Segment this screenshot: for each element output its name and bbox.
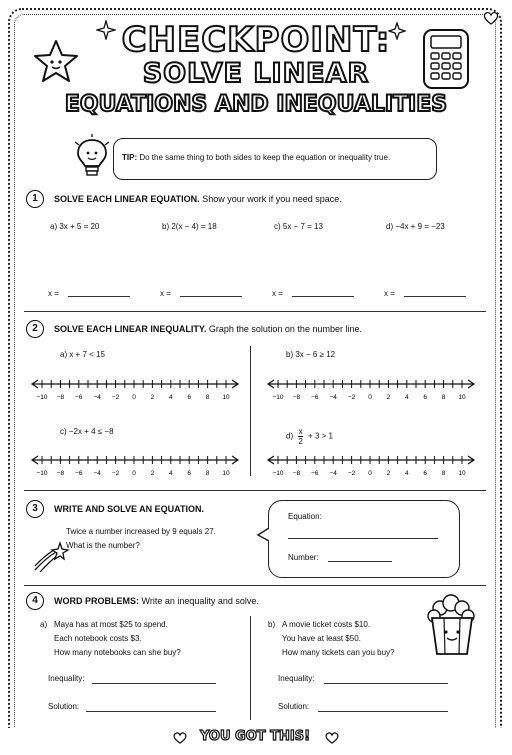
tick-label: 6 xyxy=(423,470,428,477)
tick-label: 0 xyxy=(368,470,372,477)
word-problem-a-line-3: How many notebooks can she buy? xyxy=(54,648,181,657)
tick-label: 0 xyxy=(368,394,372,401)
equation-label: Equation: xyxy=(288,512,322,521)
section-4-heading xyxy=(54,596,259,606)
number-line-d[interactable] xyxy=(266,452,476,480)
tick-label: 10 xyxy=(222,470,230,477)
shooting-star-icon xyxy=(32,540,72,574)
problem-1b: b) 2(x − 4) = 18 xyxy=(162,222,217,231)
inequality-a-label: Inequality: xyxy=(48,674,85,683)
tick-label: −6 xyxy=(311,470,319,477)
section-3-number: 3 xyxy=(26,500,44,518)
heart-icon xyxy=(324,731,340,745)
tick-label: 2 xyxy=(386,470,391,477)
tick-label: −6 xyxy=(75,394,83,401)
inequality-b-line[interactable] xyxy=(324,683,448,684)
popcorn-icon xyxy=(424,594,480,658)
answer-1b-line[interactable] xyxy=(180,296,242,297)
word-problem-a-line-1: Maya has at most $25 to spend. xyxy=(54,620,168,629)
problem-2c: c) −2x + 4 ≤ −8 xyxy=(60,427,114,436)
problem-2b: b) 3x − 6 ≥ 12 xyxy=(286,350,336,359)
divider xyxy=(24,490,486,491)
heart-icon xyxy=(172,731,188,745)
answer-1a-label: x = xyxy=(48,289,59,298)
tick-label: 2 xyxy=(150,394,155,401)
problem-2d xyxy=(286,427,333,446)
solution-a-label: Solution: xyxy=(48,702,80,711)
section-4-instruction: Write an inequality and solve. xyxy=(141,596,259,606)
section-3-heading xyxy=(54,504,204,514)
word-problem-b-line-1: A movie ticket costs $10. xyxy=(282,620,371,629)
tick-label: −4 xyxy=(329,470,337,477)
number-answer-line[interactable] xyxy=(328,561,392,562)
tick-label: 0 xyxy=(132,394,136,401)
problem-1a: a) 3x + 5 = 20 xyxy=(50,222,100,231)
tick-label: −8 xyxy=(56,470,65,477)
word-problem-a-line-2: Each notebook costs $3. xyxy=(54,634,142,643)
tick-label: −2 xyxy=(111,394,120,401)
tick-label: −10 xyxy=(36,470,48,477)
section-1-heading xyxy=(54,194,342,204)
section-1-number: 1 xyxy=(26,190,44,208)
tick-label: 10 xyxy=(458,470,466,477)
number-line-a[interactable] xyxy=(30,376,240,404)
tick-label: 4 xyxy=(404,470,409,477)
tick-label: 0 xyxy=(132,470,136,477)
problem-2d-rest: + 3 > 1 xyxy=(308,431,333,441)
tick-label: 6 xyxy=(187,470,192,477)
divider xyxy=(24,311,486,312)
tick-label: 8 xyxy=(205,470,210,477)
tick-label: −2 xyxy=(347,470,356,477)
answer-1d-line[interactable] xyxy=(404,296,466,297)
inequality-b-label: Inequality: xyxy=(278,674,315,683)
fraction-denominator: 2 xyxy=(298,437,303,446)
bubble-pointer xyxy=(256,526,272,544)
column-divider xyxy=(250,616,251,720)
tick-label: −4 xyxy=(329,394,337,401)
tick-label: −6 xyxy=(311,394,319,401)
title-line-2: SOLVE LINEAR xyxy=(142,58,370,89)
section-1-instruction: Show your work if you need space. xyxy=(202,194,342,204)
title-line-1: CHECKPOINT: xyxy=(121,20,391,60)
tick-label: 10 xyxy=(458,394,466,401)
answer-1d-label: x = xyxy=(384,289,395,298)
tick-label: 4 xyxy=(404,394,409,401)
tick-label: −8 xyxy=(56,394,65,401)
section-3-title: WRITE AND SOLVE AN EQUATION. xyxy=(54,504,204,514)
answer-1c-label: x = xyxy=(272,289,283,298)
equation-answer-line[interactable] xyxy=(288,538,438,539)
tip-text: Do the same thing to both sides to keep the equation or inequality true. xyxy=(139,153,391,162)
section-4-title: WORD PROBLEMS: xyxy=(54,596,139,606)
section-4-number: 4 xyxy=(26,592,44,610)
tick-label: 4 xyxy=(168,470,173,477)
tick-label: 4 xyxy=(168,394,173,401)
section-2-title: SOLVE EACH LINEAR INEQUALITY. xyxy=(54,324,207,334)
fraction-numerator: x xyxy=(298,427,303,436)
problem-1d: d) −4x + 9 = −23 xyxy=(386,222,445,231)
lightbulb-icon xyxy=(72,134,112,180)
answer-1c-line[interactable] xyxy=(292,296,354,297)
tick-label: 6 xyxy=(423,394,428,401)
section-2-instruction: Graph the solution on the number line. xyxy=(208,324,362,334)
section-1-title: SOLVE EACH LINEAR EQUATION. xyxy=(54,194,200,204)
tick-label: 8 xyxy=(441,394,446,401)
word-problem-b-line-2: You have at least $50. xyxy=(282,634,361,643)
tick-label: −10 xyxy=(272,470,284,477)
solution-a-line[interactable] xyxy=(86,711,216,712)
tick-label: −10 xyxy=(272,394,284,401)
tick-label: −2 xyxy=(111,470,120,477)
word-problem-b-marker: b) xyxy=(268,620,276,629)
tick-label: −4 xyxy=(93,394,101,401)
word-problem-a-marker: a) xyxy=(40,620,48,629)
tip-label: TIP: xyxy=(122,153,138,162)
tick-label: −4 xyxy=(93,470,101,477)
tick-label: 2 xyxy=(150,470,155,477)
tick-label: 10 xyxy=(222,394,230,401)
solution-b-label: Solution: xyxy=(278,702,310,711)
tick-label: −2 xyxy=(347,394,356,401)
problem-1c: c) 5x − 7 = 13 xyxy=(274,222,323,231)
section-2-heading xyxy=(54,324,362,334)
inequality-a-line[interactable] xyxy=(92,683,216,684)
answer-1b-label: x = xyxy=(160,289,171,298)
tick-label: −6 xyxy=(75,470,83,477)
problem-2d-marker: d) xyxy=(286,431,294,441)
footer-text: YOU GOT THIS! xyxy=(199,729,311,744)
section-3-prompt-1: Twice a number increased by 9 equals 27. xyxy=(66,527,216,536)
word-problem-b-line-3: How many tickets can you buy? xyxy=(282,648,395,657)
tick-label: −10 xyxy=(36,394,48,401)
problem-2a: a) x + 7 < 15 xyxy=(60,350,105,359)
section-2-number: 2 xyxy=(26,320,44,338)
number-line-c[interactable] xyxy=(30,452,240,480)
tick-label: −8 xyxy=(292,394,301,401)
solution-b-line[interactable] xyxy=(318,711,448,712)
title-line-3: EQUATIONS AND INEQUALITIES xyxy=(64,92,448,117)
tick-label: 8 xyxy=(205,394,210,401)
section-3-prompt-2: What is the number? xyxy=(66,541,140,550)
tick-label: 8 xyxy=(441,470,446,477)
tick-label: −8 xyxy=(292,470,301,477)
divider xyxy=(24,585,486,586)
answer-1a-line[interactable] xyxy=(68,296,130,297)
column-divider xyxy=(250,346,251,476)
number-line-b[interactable] xyxy=(266,376,476,404)
number-label: Number: xyxy=(288,553,319,562)
tip-box xyxy=(113,138,437,180)
tick-label: 6 xyxy=(187,394,192,401)
tick-label: 2 xyxy=(386,394,391,401)
